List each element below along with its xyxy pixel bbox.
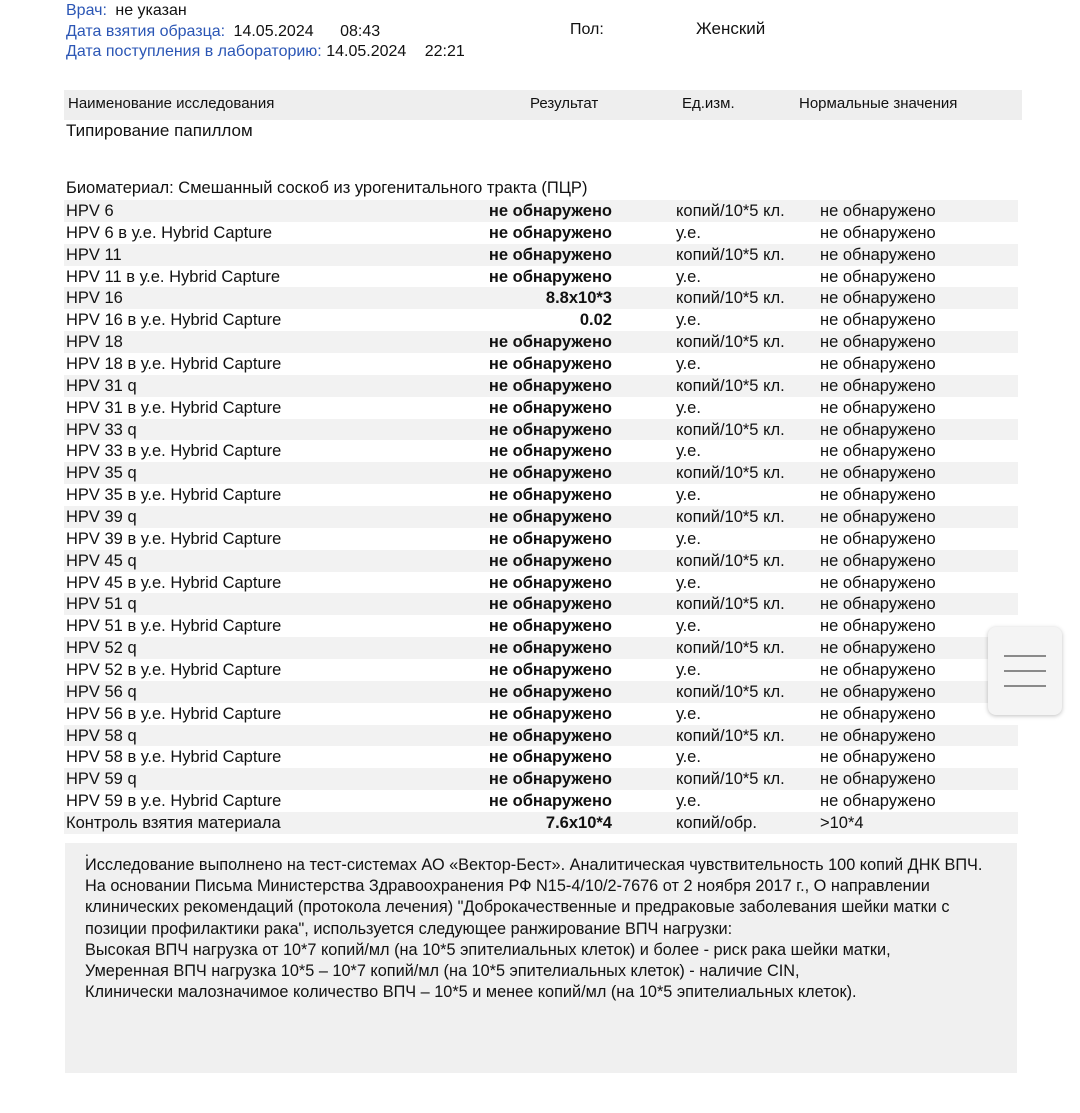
sex-value: Женский bbox=[696, 19, 766, 38]
row-name: HPV 51 в у.е. Hybrid Capture bbox=[66, 617, 282, 636]
row-name: HPV 56 в у.е. Hybrid Capture bbox=[66, 704, 282, 723]
table-row bbox=[64, 681, 1018, 703]
note-paragraph: На основании Письма Министерства Здравоохранения РФ N15-4/10/2-7676 от 2 ноября 2017 г., О направлении клинических рекомендаций (протокола лечения) "Доброкачественные и предраковые заболевания шейки матки с позиции профилактики рака", используется следующее ранжирование ВПЧ нагрузки: bbox=[85, 877, 950, 938]
table-row bbox=[64, 331, 1018, 353]
row-unit: копий/10*5 кл. bbox=[676, 682, 785, 701]
row-unit: копий/10*5 кл. bbox=[676, 245, 785, 264]
row-norm: >10*4 bbox=[820, 814, 864, 833]
table-row bbox=[64, 419, 1018, 441]
row-norm: не обнаружено bbox=[820, 355, 936, 374]
row-name: HPV 59 q bbox=[66, 770, 137, 789]
row-name: HPV 35 q bbox=[66, 464, 137, 483]
row-unit: у.е. bbox=[676, 661, 701, 680]
row-norm: не обнаружено bbox=[820, 704, 936, 723]
row-unit: у.е. bbox=[676, 311, 701, 330]
row-unit: копий/10*5 кл. bbox=[676, 770, 785, 789]
row-norm: не обнаружено bbox=[820, 748, 936, 767]
row-norm: не обнаружено bbox=[820, 223, 936, 242]
table-row bbox=[64, 593, 1018, 615]
menu-line-icon bbox=[1004, 685, 1046, 687]
table-row bbox=[64, 506, 1018, 528]
row-norm: не обнаружено bbox=[820, 398, 936, 417]
row-name: HPV 56 q bbox=[66, 682, 137, 701]
row-unit: копий/10*5 кл. bbox=[676, 464, 785, 483]
sample-date-label: Дата взятия образца: bbox=[66, 23, 226, 40]
row-result: не обнаружено bbox=[488, 202, 612, 220]
row-result: не обнаружено bbox=[488, 529, 612, 548]
row-result: не обнаружено bbox=[488, 267, 612, 286]
row-result: не обнаружено bbox=[488, 551, 612, 570]
table-row bbox=[64, 287, 1018, 309]
row-unit: у.е. bbox=[676, 704, 701, 723]
biomaterial-line: Биоматериал: Смешанный соскоб из урогенитального тракта (ПЦР) bbox=[66, 179, 588, 197]
row-unit: у.е. bbox=[676, 442, 701, 461]
note-paragraph: Исследование выполнено на тест-системах АО «Вектор-Бест». Аналитическая чувствительность 100 копий ДНК ВПЧ. bbox=[85, 856, 983, 874]
row-result: не обнаружено bbox=[488, 704, 612, 723]
table-row bbox=[64, 746, 1018, 768]
row-norm: не обнаружено bbox=[820, 442, 936, 461]
row-unit: у.е. bbox=[676, 398, 701, 417]
row-result: не обнаружено bbox=[488, 398, 612, 417]
row-unit: копий/10*5 кл. bbox=[676, 551, 785, 570]
row-name: HPV 39 в у.е. Hybrid Capture bbox=[66, 529, 282, 548]
row-name: HPV 45 q bbox=[66, 551, 137, 570]
row-name: HPV 59 в у.е. Hybrid Capture bbox=[66, 792, 282, 811]
row-result: не обнаружено bbox=[488, 420, 612, 439]
row-name: HPV 18 в у.е. Hybrid Capture bbox=[66, 355, 282, 374]
row-unit: у.е. bbox=[676, 792, 701, 811]
table-row bbox=[64, 244, 1018, 266]
menu-handle-button[interactable] bbox=[988, 627, 1062, 715]
table-row bbox=[64, 484, 1018, 506]
row-name: HPV 45 в у.е. Hybrid Capture bbox=[66, 573, 282, 592]
row-name: HPV 33 в у.е. Hybrid Capture bbox=[66, 442, 282, 461]
table-row bbox=[64, 222, 1018, 244]
row-unit: копий/10*5 кл. bbox=[676, 508, 785, 527]
row-name: HPV 6 в у.е. Hybrid Capture bbox=[66, 223, 273, 242]
row-norm: не обнаружено bbox=[820, 529, 936, 548]
row-unit: у.е. bbox=[676, 486, 701, 505]
row-result: не обнаружено bbox=[488, 639, 612, 658]
row-result: не обнаружено bbox=[488, 376, 612, 395]
row-name: HPV 33 q bbox=[66, 420, 137, 439]
table-row bbox=[64, 725, 1018, 747]
row-unit: у.е. bbox=[676, 223, 701, 242]
doctor-label: Врач: bbox=[66, 2, 107, 19]
row-norm: не обнаружено bbox=[820, 267, 936, 286]
row-unit: у.е. bbox=[676, 617, 701, 636]
row-norm: не обнаружено bbox=[820, 551, 936, 570]
column-result-header: Результат bbox=[530, 95, 599, 112]
sample-time-value: 08:43 bbox=[340, 23, 381, 40]
row-result: 7.6x10*4 bbox=[545, 814, 612, 833]
sample-date-line bbox=[66, 23, 380, 41]
row-name: HPV 31 q bbox=[66, 376, 137, 395]
row-unit: копий/10*5 кл. bbox=[676, 639, 785, 658]
note-paragraph: Клинически малозначимое количество ВПЧ – 10*5 и менее копий/мл (на 10*5 эпителиальных клеток). bbox=[85, 983, 857, 1002]
row-norm: не обнаружено bbox=[820, 289, 936, 308]
row-unit: у.е. bbox=[676, 529, 701, 548]
row-unit: у.е. bbox=[676, 267, 701, 286]
row-norm: не обнаружено bbox=[820, 311, 936, 330]
row-norm: не обнаружено bbox=[820, 573, 936, 592]
sample-date-value: 14.05.2024 bbox=[233, 23, 314, 40]
row-name: HPV 18 bbox=[66, 333, 123, 352]
table-row bbox=[64, 397, 1018, 419]
table-row bbox=[64, 572, 1018, 594]
row-norm: не обнаружено bbox=[820, 333, 936, 352]
table-row bbox=[64, 375, 1018, 397]
doctor-value: не указан bbox=[115, 2, 187, 19]
row-unit: копий/10*5 кл. bbox=[676, 376, 785, 395]
row-result: не обнаружено bbox=[488, 464, 612, 483]
row-result: не обнаружено bbox=[488, 617, 612, 636]
table-row bbox=[64, 659, 1018, 681]
row-unit: копий/10*5 кл. bbox=[676, 202, 785, 220]
table-header bbox=[64, 90, 1022, 120]
row-unit: у.е. bbox=[676, 573, 701, 592]
row-norm: не обнаружено bbox=[820, 770, 936, 789]
row-norm: не обнаружено bbox=[820, 617, 936, 636]
row-name: HPV 6 bbox=[66, 202, 114, 220]
row-norm: не обнаружено bbox=[820, 792, 936, 811]
row-norm: не обнаружено bbox=[820, 486, 936, 505]
row-norm: не обнаружено bbox=[820, 464, 936, 483]
row-name: HPV 16 bbox=[66, 289, 123, 308]
results-table bbox=[64, 200, 1018, 834]
row-result: не обнаружено bbox=[488, 508, 612, 527]
menu-line-icon bbox=[1004, 655, 1046, 657]
table-row bbox=[64, 615, 1018, 637]
row-unit: у.е. bbox=[676, 748, 701, 767]
menu-line-icon bbox=[1004, 670, 1046, 672]
note-paragraph: Высокая ВПЧ нагрузка от 10*7 копий/мл (на 10*5 эпителиальных клеток) и более - риск рака шейки матки, bbox=[85, 940, 891, 959]
table-row bbox=[64, 266, 1018, 288]
row-name: HPV 51 q bbox=[66, 595, 137, 614]
row-result: не обнаружено bbox=[488, 770, 612, 789]
table-row bbox=[64, 440, 1018, 462]
column-unit-header: Ед.изм. bbox=[682, 95, 735, 112]
row-unit: копий/10*5 кл. bbox=[676, 333, 785, 352]
row-name: HPV 11 в у.е. Hybrid Capture bbox=[66, 267, 281, 286]
row-norm: не обнаружено bbox=[820, 661, 936, 680]
row-unit: копий/10*5 кл. bbox=[676, 595, 785, 614]
doctor-line bbox=[66, 2, 187, 20]
row-result: не обнаружено bbox=[488, 355, 612, 374]
row-result: не обнаружено bbox=[488, 748, 612, 767]
lab-date-line bbox=[66, 43, 465, 61]
row-norm: не обнаружено bbox=[820, 420, 936, 439]
row-result: не обнаружено bbox=[488, 573, 612, 592]
row-unit: копий/10*5 кл. bbox=[676, 726, 785, 745]
row-norm: не обнаружено bbox=[820, 639, 936, 658]
lab-date-label: Дата поступления в лабораторию: bbox=[66, 43, 322, 60]
row-result: не обнаружено bbox=[488, 661, 612, 680]
table-row bbox=[64, 200, 1018, 222]
sex-label: Пол: bbox=[570, 21, 604, 38]
row-unit: копий/10*5 кл. bbox=[676, 420, 785, 439]
row-norm: не обнаружено bbox=[820, 508, 936, 527]
row-result: не обнаружено bbox=[488, 245, 612, 264]
section-title: Типирование папиллом bbox=[66, 121, 253, 140]
column-name-header: Наименование исследования bbox=[68, 95, 275, 112]
row-name: HPV 31 в у.е. Hybrid Capture bbox=[66, 398, 282, 417]
row-unit: копий/обр. bbox=[676, 814, 757, 833]
table-row bbox=[64, 812, 1018, 834]
row-norm: не обнаружено bbox=[820, 376, 936, 395]
note-paragraph: Умеренная ВПЧ нагрузка 10*5 – 10*7 копий/мл (на 10*5 эпителиальных клеток) - наличие CIN, bbox=[85, 962, 800, 981]
table-row bbox=[64, 550, 1018, 572]
row-result: не обнаружено bbox=[488, 223, 612, 242]
row-name: HPV 39 q bbox=[66, 508, 137, 527]
row-result: не обнаружено bbox=[488, 792, 612, 811]
row-result: не обнаружено bbox=[488, 682, 612, 701]
row-unit: копий/10*5 кл. bbox=[676, 289, 785, 308]
row-result: не обнаружено bbox=[488, 595, 612, 614]
column-norm-header: Нормальные значения bbox=[799, 95, 958, 112]
row-result: не обнаружено bbox=[488, 333, 612, 352]
table-row bbox=[64, 309, 1018, 331]
notes-block bbox=[65, 843, 1017, 1073]
table-row bbox=[64, 703, 1018, 725]
row-name: HPV 11 bbox=[66, 245, 122, 264]
table-row bbox=[64, 462, 1018, 484]
table-row bbox=[64, 353, 1018, 375]
table-row bbox=[64, 790, 1018, 812]
note-dot: . bbox=[85, 843, 89, 859]
row-result: не обнаружено bbox=[488, 726, 612, 745]
row-result: 0.02 bbox=[579, 311, 612, 330]
lab-time-value: 22:21 bbox=[424, 43, 465, 60]
row-norm: не обнаружено bbox=[820, 595, 936, 614]
table-row bbox=[64, 768, 1018, 790]
row-result: не обнаружено bbox=[488, 442, 612, 461]
row-unit: у.е. bbox=[676, 355, 701, 374]
row-name: HPV 35 в у.е. Hybrid Capture bbox=[66, 486, 282, 505]
table-row bbox=[64, 528, 1018, 550]
row-norm: не обнаружено bbox=[820, 682, 936, 701]
row-result: 8.8x10*3 bbox=[545, 289, 612, 308]
notes-text bbox=[85, 855, 1010, 1003]
lab-date-value: 14.05.2024 bbox=[326, 43, 407, 60]
row-name: HPV 52 q bbox=[66, 639, 137, 658]
row-name: HPV 58 в у.е. Hybrid Capture bbox=[66, 748, 282, 767]
row-norm: не обнаружено bbox=[820, 726, 936, 745]
row-norm: не обнаружено bbox=[820, 202, 936, 220]
row-name: Контроль взятия материала bbox=[66, 814, 281, 833]
row-name: HPV 16 в у.е. Hybrid Capture bbox=[66, 311, 282, 330]
row-name: HPV 52 в у.е. Hybrid Capture bbox=[66, 661, 282, 680]
row-norm: не обнаружено bbox=[820, 245, 936, 264]
row-result: не обнаружено bbox=[488, 486, 612, 505]
row-name: HPV 58 q bbox=[66, 726, 137, 745]
table-row bbox=[64, 637, 1018, 659]
